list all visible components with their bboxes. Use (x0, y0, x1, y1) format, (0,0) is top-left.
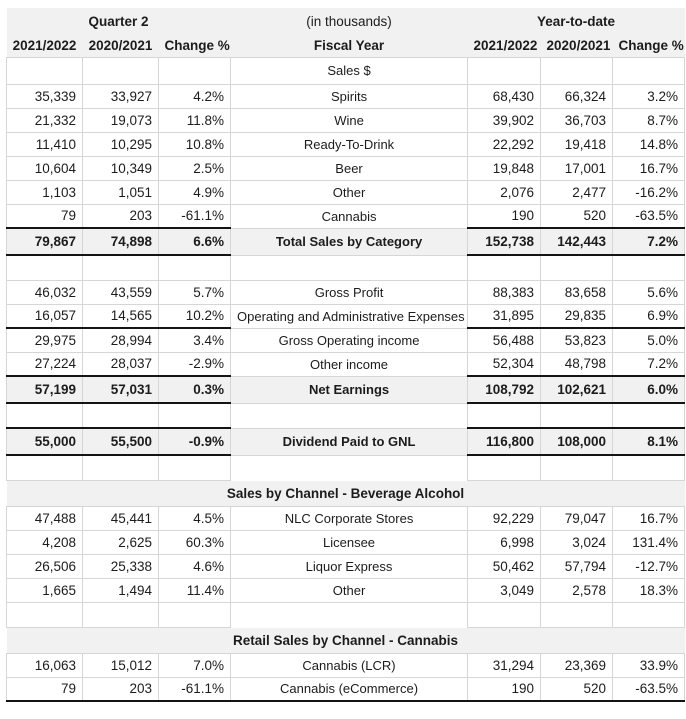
table-row (7, 455, 685, 480)
ytd-2021-2022-cell: 108,792 (468, 376, 541, 403)
table-row (7, 602, 685, 627)
table-row (7, 84, 685, 108)
ytd-2020-2021-cell (541, 602, 613, 627)
q2-year1-header: 2021/2022 (7, 35, 83, 57)
ytd-2021-2022-cell: 116,800 (468, 428, 541, 455)
row-label-cell: Gross Profit (231, 280, 468, 304)
group-header-row (7, 8, 685, 35)
q2-change-cell: 7.0% (159, 653, 231, 677)
row-label-cell: Beer (231, 156, 468, 180)
table-row (7, 180, 685, 204)
ytd-2021-2022-cell: 2,076 (468, 180, 541, 204)
q2-2020-2021-cell: 45,441 (83, 506, 159, 530)
row-label-cell: Gross Operating income (231, 328, 468, 352)
section-header-cell: Retail Sales by Channel - Cannabis (7, 627, 685, 653)
ytd-2020-2021-cell: 23,369 (541, 653, 613, 677)
q2-2020-2021-cell: 19,073 (83, 108, 159, 132)
ytd-2020-2021-cell (541, 455, 613, 480)
row-label-cell: Sales $ (231, 57, 468, 84)
ytd-2021-2022-cell (468, 602, 541, 627)
q2-2020-2021-cell: 14,565 (83, 304, 159, 328)
q2-2020-2021-cell (83, 455, 159, 480)
q2-change-cell (159, 255, 231, 280)
ytd-change-cell: 5.6% (613, 280, 685, 304)
q2-change-cell: 10.2% (159, 304, 231, 328)
q2-2020-2021-cell: 57,031 (83, 376, 159, 403)
quarter2-header: Quarter 2 (7, 8, 231, 35)
row-label-cell: Spirits (231, 84, 468, 108)
row-label-cell: Cannabis (LCR) (231, 653, 468, 677)
row-label-cell: Ready-To-Drink (231, 132, 468, 156)
table-row (7, 328, 685, 352)
ytd-year1-header: 2021/2022 (468, 35, 541, 57)
ytd-2020-2021-cell: 83,658 (541, 280, 613, 304)
q2-2021-2022-cell: 46,032 (7, 280, 83, 304)
ytd-change-cell: 18.3% (613, 578, 685, 602)
row-label-cell: Total Sales by Category (231, 228, 468, 255)
ytd-2021-2022-cell: 19,848 (468, 156, 541, 180)
row-label-cell (231, 455, 468, 480)
table-row (7, 132, 685, 156)
q2-2020-2021-cell: 25,338 (83, 554, 159, 578)
q2-2020-2021-cell: 2,625 (83, 530, 159, 554)
ytd-change-cell: 5.0% (613, 328, 685, 352)
ytd-2020-2021-cell: 29,835 (541, 304, 613, 328)
q2-2020-2021-cell (83, 602, 159, 627)
table-row (7, 530, 685, 554)
q2-change-cell (159, 455, 231, 480)
q2-2020-2021-cell: 33,927 (83, 84, 159, 108)
ytd-change-cell: 8.1% (613, 428, 685, 455)
table-row (7, 578, 685, 602)
q2-change-cell: 10.8% (159, 132, 231, 156)
row-label-cell: Liquor Express (231, 554, 468, 578)
q2-2021-2022-cell: 27,224 (7, 352, 83, 376)
row-label-cell: Other (231, 180, 468, 204)
q2-change-cell: 4.6% (159, 554, 231, 578)
q2-change-cell (159, 602, 231, 627)
row-label-cell (231, 602, 468, 627)
q2-2020-2021-cell: 10,295 (83, 132, 159, 156)
q2-2021-2022-cell: 55,000 (7, 428, 83, 455)
ytd-2020-2021-cell: 53,823 (541, 328, 613, 352)
ytd-2020-2021-cell: 48,798 (541, 352, 613, 376)
q2-change-cell: 60.3% (159, 530, 231, 554)
q2-2021-2022-cell: 35,339 (7, 84, 83, 108)
q2-2021-2022-cell: 1,103 (7, 180, 83, 204)
ytd-change-cell (613, 602, 685, 627)
section-header-cell: Sales by Channel - Beverage Alcohol (7, 480, 685, 506)
q2-2020-2021-cell: 74,898 (83, 228, 159, 255)
ytd-2021-2022-cell: 88,383 (468, 280, 541, 304)
row-label-cell: Dividend Paid to GNL (231, 428, 468, 455)
ytd-2020-2021-cell (541, 255, 613, 280)
ytd-2021-2022-cell: 22,292 (468, 132, 541, 156)
section-header-row (7, 627, 685, 653)
ytd-2020-2021-cell: 17,001 (541, 156, 613, 180)
q2-2020-2021-cell: 43,559 (83, 280, 159, 304)
table-row (7, 506, 685, 530)
q2-2021-2022-cell: 10,604 (7, 156, 83, 180)
ytd-2021-2022-cell: 50,462 (468, 554, 541, 578)
ytd-2021-2022-cell: 31,294 (468, 653, 541, 677)
q2-change-cell: 3.4% (159, 328, 231, 352)
q2-change-cell: 4.9% (159, 180, 231, 204)
table-row (7, 428, 685, 455)
table-row (7, 228, 685, 255)
ytd-2020-2021-cell: 2,477 (541, 180, 613, 204)
ytd-2020-2021-cell: 19,418 (541, 132, 613, 156)
ytd-2021-2022-cell: 52,304 (468, 352, 541, 376)
ytd-2020-2021-cell: 2,578 (541, 578, 613, 602)
ytd-2021-2022-cell (468, 403, 541, 428)
table-row (7, 57, 685, 84)
ytd-change-cell: 33.9% (613, 653, 685, 677)
ytd-2021-2022-cell: 39,902 (468, 108, 541, 132)
q2-change-cell: -61.1% (159, 204, 231, 228)
ytd-change-cell: -63.5% (613, 677, 685, 701)
ytd-2021-2022-cell (468, 57, 541, 84)
q2-change-cell: 0.3% (159, 376, 231, 403)
q2-change-header: Change % (159, 35, 231, 57)
ytd-2020-2021-cell (541, 57, 613, 84)
ytd-2020-2021-cell: 108,000 (541, 428, 613, 455)
row-label-cell: Operating and Administrative Expenses (231, 304, 468, 328)
ytd-2020-2021-cell (541, 403, 613, 428)
q2-2020-2021-cell: 15,012 (83, 653, 159, 677)
q2-2021-2022-cell: 57,199 (7, 376, 83, 403)
ytd-change-header: Change % (613, 35, 685, 57)
ytd-change-cell: -63.5% (613, 204, 685, 228)
row-label-cell: Cannabis (231, 204, 468, 228)
q2-2020-2021-cell (83, 57, 159, 84)
ytd-2021-2022-cell: 3,049 (468, 578, 541, 602)
table-row (7, 677, 685, 701)
q2-change-cell: 11.8% (159, 108, 231, 132)
table-row (7, 376, 685, 403)
q2-2021-2022-cell (7, 602, 83, 627)
row-label-cell (231, 403, 468, 428)
ytd-2021-2022-cell (468, 455, 541, 480)
table-row (7, 554, 685, 578)
q2-2020-2021-cell (83, 255, 159, 280)
ytd-change-cell: 16.7% (613, 156, 685, 180)
table-body (7, 57, 685, 701)
table-row (7, 304, 685, 328)
ytd-2020-2021-cell: 79,047 (541, 506, 613, 530)
ytd-change-cell (613, 403, 685, 428)
q2-2020-2021-cell: 203 (83, 677, 159, 701)
q2-2021-2022-cell (7, 255, 83, 280)
row-label-cell: Wine (231, 108, 468, 132)
column-header-row (7, 35, 685, 57)
table-row (7, 204, 685, 228)
q2-change-cell (159, 57, 231, 84)
table-row (7, 352, 685, 376)
row-label-cell: Other income (231, 352, 468, 376)
q2-2020-2021-cell (83, 403, 159, 428)
q2-2021-2022-cell: 26,506 (7, 554, 83, 578)
ytd-2020-2021-cell: 102,621 (541, 376, 613, 403)
ytd-2020-2021-cell: 520 (541, 677, 613, 701)
q2-change-cell: 6.6% (159, 228, 231, 255)
q2-2021-2022-cell: 79 (7, 204, 83, 228)
row-label-cell: NLC Corporate Stores (231, 506, 468, 530)
quarterly-report-table (6, 8, 685, 702)
q2-2020-2021-cell: 28,994 (83, 328, 159, 352)
ytd-2021-2022-cell: 152,738 (468, 228, 541, 255)
table-row (7, 280, 685, 304)
row-label-cell: Net Earnings (231, 376, 468, 403)
q2-2020-2021-cell: 203 (83, 204, 159, 228)
table-row (7, 156, 685, 180)
ytd-2020-2021-cell: 66,324 (541, 84, 613, 108)
ytd-2020-2021-cell: 520 (541, 204, 613, 228)
ytd-change-cell (613, 455, 685, 480)
ytd-2021-2022-cell: 6,998 (468, 530, 541, 554)
q2-2021-2022-cell: 16,057 (7, 304, 83, 328)
q2-2021-2022-cell: 29,975 (7, 328, 83, 352)
ytd-2020-2021-cell: 3,024 (541, 530, 613, 554)
ytd-2021-2022-cell: 31,895 (468, 304, 541, 328)
q2-2021-2022-cell (7, 57, 83, 84)
ytd-year2-header: 2020/2021 (541, 35, 613, 57)
row-label-cell (231, 255, 468, 280)
table-row (7, 255, 685, 280)
ytd-2021-2022-cell: 68,430 (468, 84, 541, 108)
q2-2020-2021-cell: 1,494 (83, 578, 159, 602)
q2-year2-header: 2020/2021 (83, 35, 159, 57)
q2-2021-2022-cell: 4,208 (7, 530, 83, 554)
q2-2020-2021-cell: 1,051 (83, 180, 159, 204)
q2-2020-2021-cell: 55,500 (83, 428, 159, 455)
ytd-2021-2022-cell: 56,488 (468, 328, 541, 352)
ytd-change-cell: 16.7% (613, 506, 685, 530)
row-label-cell: Other (231, 578, 468, 602)
in-thousands-label: (in thousands) (231, 8, 468, 35)
q2-change-cell: -61.1% (159, 677, 231, 701)
ytd-2021-2022-cell: 190 (468, 677, 541, 701)
row-label-cell: Cannabis (eCommerce) (231, 677, 468, 701)
q2-2021-2022-cell (7, 403, 83, 428)
ytd-change-cell: -12.7% (613, 554, 685, 578)
ytd-change-cell: 6.0% (613, 376, 685, 403)
q2-change-cell: 11.4% (159, 578, 231, 602)
q2-change-cell: 5.7% (159, 280, 231, 304)
q2-2020-2021-cell: 10,349 (83, 156, 159, 180)
q2-2021-2022-cell: 16,063 (7, 653, 83, 677)
q2-change-cell (159, 403, 231, 428)
q2-change-cell: -2.9% (159, 352, 231, 376)
q2-change-cell: 4.2% (159, 84, 231, 108)
ytd-change-cell: 6.9% (613, 304, 685, 328)
table-row (7, 108, 685, 132)
q2-2021-2022-cell (7, 455, 83, 480)
q2-2021-2022-cell: 21,332 (7, 108, 83, 132)
ytd-2020-2021-cell: 142,443 (541, 228, 613, 255)
ytd-change-cell (613, 255, 685, 280)
ytd-2021-2022-cell: 92,229 (468, 506, 541, 530)
q2-2020-2021-cell: 28,037 (83, 352, 159, 376)
q2-2021-2022-cell: 11,410 (7, 132, 83, 156)
ytd-2021-2022-cell: 190 (468, 204, 541, 228)
section-header-row (7, 480, 685, 506)
ytd-2020-2021-cell: 57,794 (541, 554, 613, 578)
ytd-change-cell: -16.2% (613, 180, 685, 204)
ytd-change-cell: 131.4% (613, 530, 685, 554)
table-row (7, 653, 685, 677)
ytd-change-cell: 7.2% (613, 228, 685, 255)
ytd-change-cell (613, 57, 685, 84)
ytd-change-cell: 3.2% (613, 84, 685, 108)
q2-2021-2022-cell: 79 (7, 677, 83, 701)
q2-change-cell: 2.5% (159, 156, 231, 180)
ytd-change-cell: 7.2% (613, 352, 685, 376)
q2-change-cell: 4.5% (159, 506, 231, 530)
q2-change-cell: -0.9% (159, 428, 231, 455)
table-row (7, 403, 685, 428)
year-to-date-header: Year-to-date (468, 8, 685, 35)
q2-2021-2022-cell: 47,488 (7, 506, 83, 530)
q2-2021-2022-cell: 79,867 (7, 228, 83, 255)
ytd-2020-2021-cell: 36,703 (541, 108, 613, 132)
q2-2021-2022-cell: 1,665 (7, 578, 83, 602)
fiscal-year-header: Fiscal Year (231, 35, 468, 57)
row-label-cell: Licensee (231, 530, 468, 554)
ytd-2021-2022-cell (468, 255, 541, 280)
ytd-change-cell: 8.7% (613, 108, 685, 132)
ytd-change-cell: 14.8% (613, 132, 685, 156)
